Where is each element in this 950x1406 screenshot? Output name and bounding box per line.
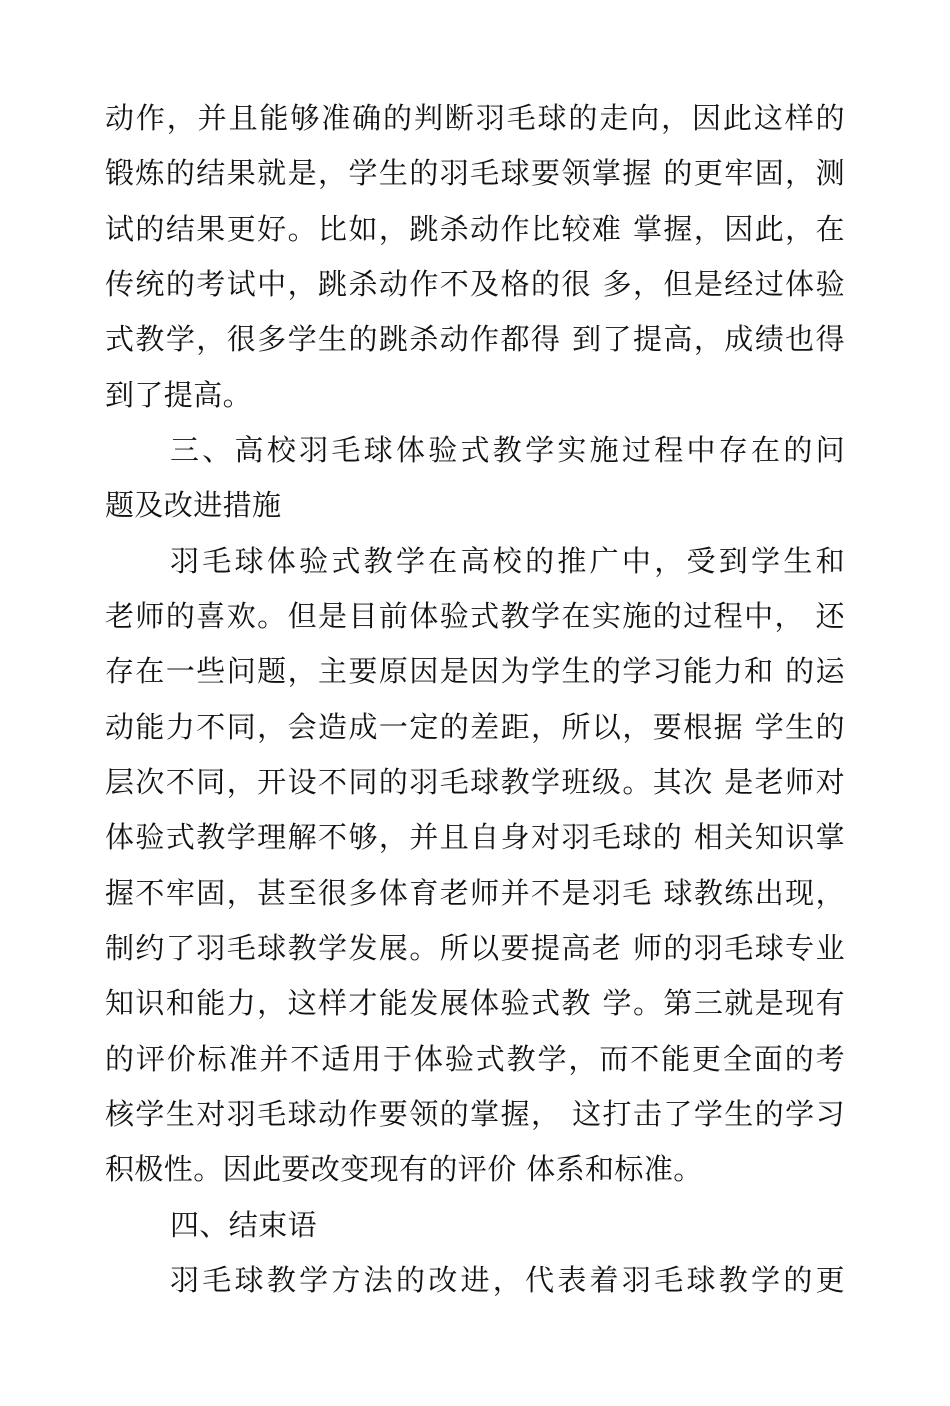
- text-line: 的评价标准并不适用于体验式教学，而不能更全面的考: [105, 1042, 845, 1076]
- text-line: 动作，并且能够准确的判断羽毛球的走向，因此这样的: [105, 101, 845, 135]
- section-heading: 题及改进措施: [105, 488, 282, 522]
- text-line: 积极性。因此要改变现有的评价 体系和标准。: [105, 1152, 703, 1186]
- text-line: 式教学，很多学生的跳杀动作都得 到了提高，成绩也得: [105, 322, 845, 356]
- text-line: 到了提高。: [105, 378, 253, 412]
- text-line: 核学生对羽毛球动作要领的掌握， 这打击了学生的学习: [105, 1097, 845, 1131]
- text-line: 握不牢固，甚至很多体育老师并不是羽毛 球教练出现，: [105, 876, 845, 910]
- section-heading: 三、高校羽毛球体验式教学实施过程中存在的问: [170, 433, 845, 467]
- text-line: 存在一些问题，主要原因是因为学生的学习能力和 的运: [105, 654, 845, 688]
- text-line: 动能力不同，会造成一定的差距，所以，要根据 学生的: [105, 710, 845, 744]
- text-line: 体验式教学理解不够，并且自身对羽毛球的 相关知识掌: [105, 820, 845, 854]
- text-line: 锻炼的结果就是，学生的羽毛球要领掌握 的更牢固，测: [105, 156, 845, 190]
- text-line: 羽毛球体验式教学在高校的推广中，受到学生和: [170, 544, 845, 578]
- text-line: 羽毛球教学方法的改进，代表着羽毛球教学的更: [170, 1263, 845, 1297]
- text-line: 老师的喜欢。但是目前体验式教学在实施的过程中， 还: [105, 599, 845, 633]
- text-line: 层次不同，开设不同的羽毛球教学班级。其次 是老师对: [105, 765, 845, 799]
- section-heading: 四、结束语: [170, 1208, 318, 1242]
- text-line: 传统的考试中，跳杀动作不及格的很 多，但是经过体验: [105, 267, 845, 301]
- text-line: 制约了羽毛球教学发展。所以要提高老 师的羽毛球专业: [105, 931, 845, 965]
- text-line: 知识和能力，这样才能发展体验式教 学。第三就是现有: [105, 986, 845, 1020]
- text-line: 试的结果更好。比如，跳杀动作比较难 掌握，因此，在: [105, 212, 845, 246]
